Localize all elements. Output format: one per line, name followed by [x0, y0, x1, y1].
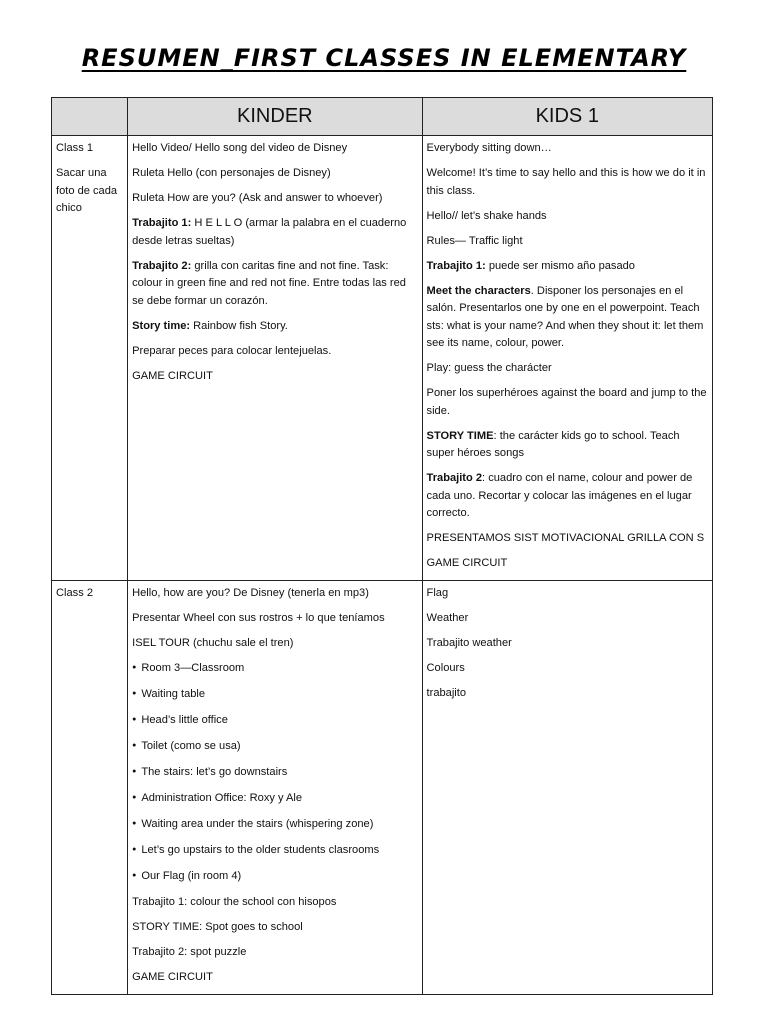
activity-line — [132, 944, 417, 962]
activity-line — [132, 610, 417, 628]
table-header-row — [52, 98, 713, 136]
kinder-cell — [128, 581, 422, 995]
header-blank — [52, 98, 128, 136]
bullet-item — [132, 712, 417, 731]
activity-text: Presentar Wheel con sus rostros + lo que teníamos — [132, 612, 385, 624]
activity-line — [427, 635, 708, 653]
activity-text: Rules— Traffic light — [426, 234, 523, 247]
activity-line — [427, 283, 708, 353]
activity-line — [427, 233, 708, 251]
activity-text: GAME CIRCUIT — [132, 369, 213, 382]
bullet-item — [132, 764, 417, 783]
activity-text: Rainbow fish Story. — [190, 319, 288, 332]
activity-bold-label: Trabajito 1: — [426, 259, 486, 272]
activity-line — [427, 385, 708, 420]
activity-line — [132, 368, 417, 386]
activity-line — [427, 208, 708, 226]
activity-text: Trabajito 2: spot puzzle — [132, 946, 247, 958]
activity-line — [132, 969, 417, 987]
activity-text: Room 3—Classroom — [141, 662, 245, 674]
activity-text: Hello, how are you? De Disney (tenerla en mp3) — [132, 587, 369, 599]
class-label-text: Class 2 — [56, 587, 93, 599]
activity-text: puede ser mismo año pasado — [485, 259, 635, 272]
activity-line — [427, 585, 708, 603]
activity-line — [427, 685, 708, 703]
activity-text: trabajito — [426, 687, 467, 699]
activity-line — [427, 660, 708, 678]
activity-text: Hello// let’s shake hands — [426, 209, 547, 222]
activity-bold-label: Trabajito 1: — [132, 217, 192, 229]
activity-text: : the carácter kids go to school. Teach super héroes songs — [426, 429, 680, 459]
activity-line — [132, 165, 417, 183]
table-row-class-1 — [52, 136, 713, 581]
bullet-item — [132, 868, 417, 887]
activity-text: Head’s little office — [141, 714, 228, 726]
activity-text: The stairs: let’s go downstairs — [141, 766, 288, 778]
activity-line — [427, 470, 708, 523]
activity-line — [427, 530, 708, 548]
activity-text: Play: guess the charácter — [426, 362, 552, 374]
bullet-item — [132, 660, 417, 679]
activity-text: Preparar peces para colocar lentejuelas. — [132, 344, 332, 357]
activity-bold-label: STORY TIME — [426, 429, 494, 442]
activity-text: . Disponer los personajes en el salón. Presentarlos one by one en el powerpoint. Teach sts: what is your name? And when they shout it: let them see its name, colour, power. — [426, 284, 704, 349]
activity-text: Trabajito weather — [426, 637, 512, 649]
kids-cell — [422, 581, 712, 995]
class-label-cell — [52, 581, 128, 995]
activity-text: GAME CIRCUIT — [426, 557, 508, 569]
activity-text: Colours — [426, 662, 465, 674]
activity-text: Weather — [426, 612, 469, 624]
class-label-text: Class 1 — [56, 142, 93, 154]
activity-line — [132, 258, 417, 311]
activity-text: Trabajito 1: colour the school con hisopos — [132, 896, 337, 908]
activity-line — [427, 428, 708, 463]
activity-line — [427, 140, 708, 158]
class-label-cell — [52, 136, 128, 581]
bullet-item — [132, 686, 417, 705]
class-label-text: Sacar una foto de cada chico — [56, 167, 118, 214]
activity-text: Poner los superhéroes against the board and jump to the side. — [426, 387, 707, 417]
activity-line — [132, 894, 417, 912]
header-kids-1: KIDS 1 — [422, 98, 712, 136]
bullet-item — [132, 816, 417, 835]
activity-bold-label: Meet the characters — [426, 284, 531, 297]
activity-text: Hello Video/ Hello song del video de Disney — [132, 142, 348, 154]
bullet-item — [132, 738, 417, 757]
activity-line — [132, 919, 417, 937]
kinder-cell — [128, 136, 422, 581]
activity-text: Toilet (como se usa) — [141, 740, 241, 752]
activity-line — [132, 343, 417, 361]
activity-line — [132, 190, 417, 208]
activity-line — [132, 140, 417, 158]
bullet-item — [132, 842, 417, 861]
activity-line — [427, 555, 708, 573]
activity-text: : cuadro con el name, colour and power de cada uno. Recortar y colocar las imágenes en el lugar correcto. — [426, 472, 693, 519]
activity-bold-label: Trabajito 2 — [426, 472, 483, 484]
activity-text: Ruleta Hello (con personajes de Disney) — [132, 167, 331, 179]
activity-line — [427, 165, 708, 200]
activity-line — [132, 318, 417, 336]
activity-text: Flag — [426, 587, 449, 599]
activity-text: grilla con caritas fine and not fine. Task: colour in green fine and red not fine. Entre todas las red se debe formar un corazón. — [132, 259, 406, 307]
activity-bold-label: Story time: — [132, 319, 191, 332]
activity-text: Ruleta How are you? (Ask and answer to whoever) — [132, 192, 383, 204]
activity-text: Waiting table — [141, 688, 206, 700]
activity-text: Waiting area under the stairs (whispering zone) — [141, 818, 374, 830]
lesson-plan-table — [51, 97, 713, 995]
activity-line — [427, 610, 708, 628]
table-row-class-2 — [52, 581, 713, 995]
activity-line — [427, 360, 708, 378]
bullet-item — [132, 790, 417, 809]
activity-text: Welcome! It’s time to say hello and this is how we do it in this class. — [426, 167, 706, 197]
activity-text: PRESENTAMOS SIST MOTIVACIONAL GRILLA CON S — [426, 532, 705, 544]
document-title: RESUMEN_FIRST CLASSES IN ELEMENTARY — [81, 44, 687, 72]
kids-cell — [422, 136, 712, 581]
activity-text: H E L L O (armar la palabra en el cuaderno desde letras sueltas) — [132, 217, 407, 247]
activity-line — [132, 215, 417, 250]
activity-line — [132, 585, 417, 603]
activity-text: ISEL TOUR (chuchu sale el tren) — [132, 637, 294, 649]
activity-line — [427, 258, 708, 276]
activity-text: Our Flag (in room 4) — [141, 870, 242, 882]
activity-text: Let’s go upstairs to the older students clasrooms — [141, 844, 380, 856]
activity-line — [132, 635, 417, 653]
header-kinder: KINDER — [128, 98, 422, 136]
activity-text: STORY TIME: Spot goes to school — [132, 921, 303, 933]
activity-bold-label: Trabajito 2: — [132, 259, 192, 272]
activity-text: Everybody sitting down… — [426, 142, 552, 154]
activity-text: GAME CIRCUIT — [132, 971, 213, 983]
activity-text: Administration Office: Roxy y Ale — [141, 792, 303, 804]
